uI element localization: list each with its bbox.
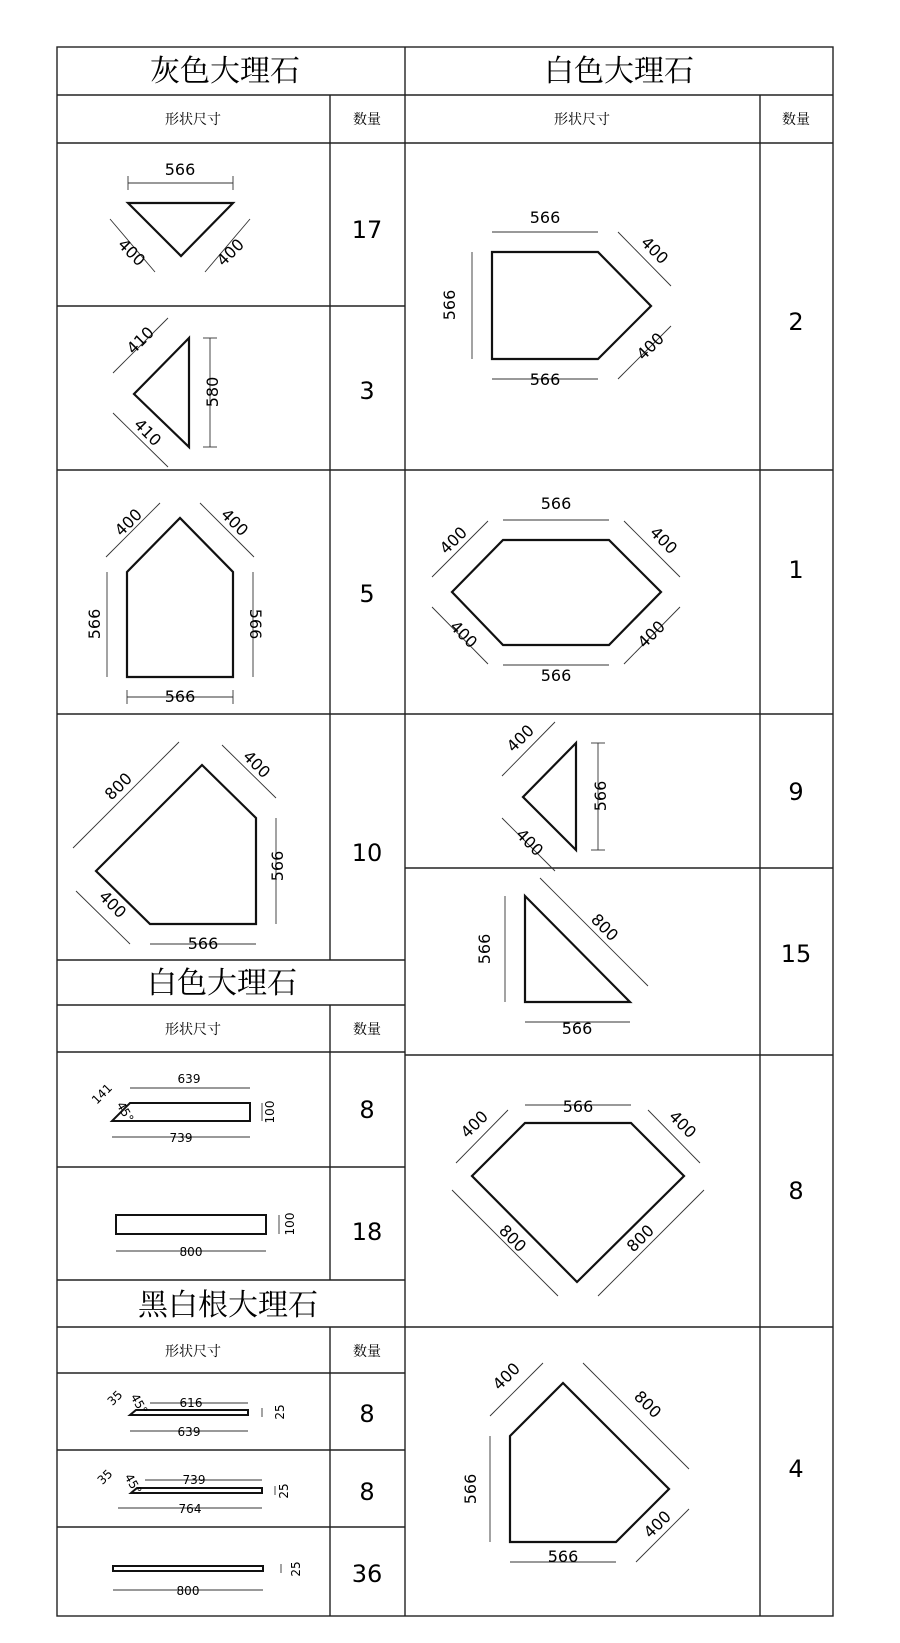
qty-white-right-4: 15: [780, 940, 812, 968]
qty-blackwhite-3: 36: [351, 1560, 383, 1588]
shape-white-right-triangle: [475, 878, 648, 1038]
column-header-qty: 数量: [353, 1344, 381, 1360]
dim-label: 25: [273, 1404, 287, 1420]
dim-label: 566: [475, 933, 494, 965]
section-title-blackwhite-marble: 黑白根大理石: [138, 1288, 318, 1323]
shape-white-hexagon: [432, 494, 681, 685]
dim-label: 400: [665, 1106, 701, 1142]
dim-label: 400: [114, 234, 150, 270]
column-header-shape: 形状尺寸: [554, 112, 610, 128]
dim-label: 45°: [113, 1099, 137, 1125]
shape-white-strip-739: [89, 1072, 277, 1145]
dim-label: 566: [591, 780, 610, 812]
shape-blackwhite-slab-800: [113, 1561, 303, 1598]
dim-label: 400: [212, 234, 248, 270]
dim-label: 400: [488, 1358, 524, 1394]
dim-label: 764: [178, 1502, 202, 1516]
dim-label: 25: [289, 1561, 303, 1577]
qty-white-right-5: 8: [788, 1177, 804, 1205]
shape-grey-triangle-left: [113, 318, 222, 467]
dim-label: 566: [529, 370, 561, 389]
shape-grey-triangle-down: [110, 160, 250, 272]
dim-label: 45°: [127, 1391, 151, 1417]
dim-label: 400: [633, 616, 669, 652]
dim-label: 400: [239, 746, 275, 782]
dim-label: 800: [179, 1245, 203, 1259]
shape-blackwhite-strip-639: [105, 1388, 287, 1439]
dim-label: 141: [88, 1080, 116, 1108]
shape-grey-pentagon: [73, 742, 287, 953]
shape-blackwhite-strip-764: [95, 1467, 291, 1516]
dim-label: 566: [187, 934, 219, 953]
dim-label: 566: [547, 1547, 579, 1566]
section-title-grey-marble: 灰色大理石: [150, 54, 300, 89]
section-title-white-marble-right: 白色大理石: [544, 54, 694, 89]
shape-white-slab-800: [116, 1213, 297, 1259]
dim-label: 566: [540, 494, 572, 513]
dim-label: 800: [630, 1386, 666, 1422]
dim-label: 400: [646, 522, 682, 558]
column-header-qty: 数量: [353, 1022, 381, 1038]
dim-label: 400: [435, 522, 471, 558]
dim-label: 35: [104, 1387, 126, 1409]
dim-label: 400: [512, 824, 548, 860]
qty-white-right-1: 2: [788, 308, 804, 336]
dim-label: 566: [164, 687, 196, 706]
dim-label: 566: [561, 1019, 593, 1038]
dim-label: 566: [440, 289, 459, 321]
dim-label: 566: [246, 608, 265, 640]
dim-label: 566: [529, 208, 561, 227]
dim-label: 800: [100, 768, 136, 804]
qty-blackwhite-1: 8: [359, 1400, 375, 1428]
dim-label: 800: [622, 1220, 658, 1256]
column-header-shape: 形状尺寸: [165, 112, 221, 128]
qty-grey-2: 3: [359, 377, 375, 405]
dim-label: 35: [94, 1466, 116, 1488]
dim-label: 410: [130, 414, 166, 450]
dim-label: 566: [268, 850, 287, 882]
dim-label: 566: [164, 160, 196, 179]
shape-white-arrow-pentagon: [440, 208, 672, 389]
dim-label: 639: [177, 1072, 201, 1086]
dim-label: 400: [217, 504, 253, 540]
qty-white-left-2: 18: [351, 1218, 383, 1246]
dim-label: 639: [177, 1425, 201, 1439]
dim-label: 616: [179, 1396, 203, 1410]
dim-label: 739: [182, 1473, 206, 1487]
dim-label: 400: [446, 616, 482, 652]
dim-label: 400: [95, 886, 131, 922]
dim-label: 400: [456, 1106, 492, 1142]
dim-label: 566: [461, 1473, 480, 1505]
qty-white-right-3: 9: [788, 778, 804, 806]
qty-grey-1: 17: [351, 216, 383, 244]
qty-white-right-2: 1: [788, 556, 804, 584]
dim-label: 800: [176, 1584, 200, 1598]
dim-label: 410: [122, 322, 158, 358]
dim-label: 400: [637, 232, 673, 268]
qty-grey-4: 10: [351, 839, 383, 867]
dim-label: 566: [562, 1097, 594, 1116]
dim-label: 100: [263, 1100, 277, 1124]
dim-label: 739: [169, 1131, 193, 1145]
dim-label: 25: [277, 1483, 291, 1499]
dim-label: 566: [85, 608, 104, 640]
dim-label: 400: [639, 1506, 675, 1542]
shape-grey-house: [85, 503, 265, 706]
column-header-shape: 形状尺寸: [165, 1344, 221, 1360]
dim-label: 800: [495, 1220, 531, 1256]
dim-label: 566: [540, 666, 572, 685]
column-header-shape: 形状尺寸: [165, 1022, 221, 1038]
dim-label: 400: [110, 504, 146, 540]
section-title-white-marble-left: 白色大理石: [147, 966, 297, 1001]
qty-blackwhite-2: 8: [359, 1478, 375, 1506]
dim-label: 100: [283, 1212, 297, 1236]
dim-label: 400: [502, 720, 538, 756]
table-grid: [57, 47, 833, 1616]
dim-label: 800: [587, 909, 623, 945]
dim-label: 400: [632, 328, 668, 364]
qty-grey-3: 5: [359, 580, 375, 608]
qty-white-right-6: 4: [788, 1455, 804, 1483]
column-header-qty: 数量: [782, 112, 810, 128]
dim-label: 45°: [121, 1471, 145, 1497]
shape-white-corner-pentagon: [461, 1359, 689, 1566]
shape-white-diamond: [452, 1097, 704, 1296]
column-header-qty: 数量: [353, 112, 381, 128]
qty-white-left-1: 8: [359, 1096, 375, 1124]
shape-white-triangle-small: [502, 721, 610, 871]
dim-label: 580: [203, 376, 222, 408]
